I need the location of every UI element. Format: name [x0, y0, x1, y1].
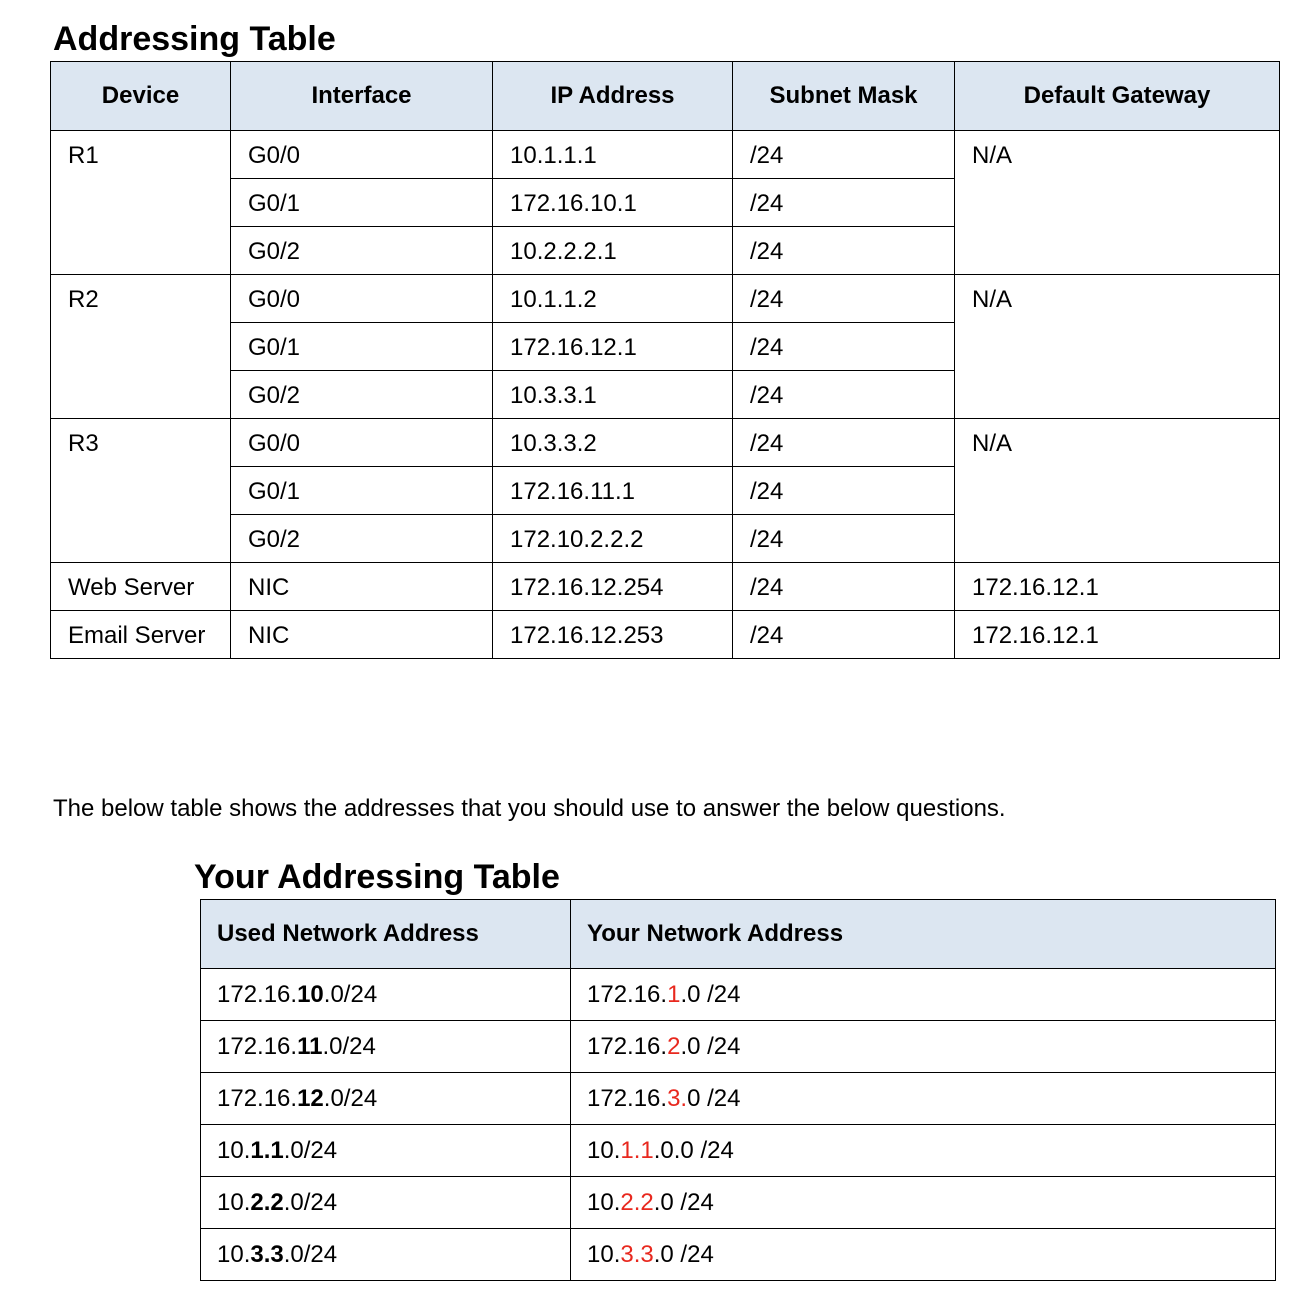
- device-cell: Web Server: [51, 563, 231, 611]
- ip-address-cell: 172.16.12.254: [493, 563, 733, 611]
- subnet-mask-cell: /24: [733, 563, 955, 611]
- bold-octet-segment: 12: [297, 1084, 324, 1112]
- bold-octet-segment: 1.1: [250, 1136, 284, 1164]
- address-segment: 10.: [587, 1188, 621, 1216]
- device-cell: R2: [51, 275, 231, 419]
- address-segment: 172.16.: [217, 980, 298, 1008]
- red-octet-segment: 2: [667, 1032, 681, 1060]
- address-segment: 0 /24: [687, 1084, 741, 1112]
- table-row: [201, 969, 1276, 1021]
- ip-address-cell: 172.16.12.1: [493, 323, 733, 371]
- device-cell: R3: [51, 419, 231, 563]
- ip-address-cell: 172.16.11.1: [493, 467, 733, 515]
- your-table-header-row: [201, 900, 1276, 969]
- instruction-text: The below table shows the addresses that you should use to answer the below questions.: [53, 795, 1006, 822]
- used-network-address-cell: [201, 1177, 571, 1229]
- red-octet-segment: 1: [667, 980, 681, 1008]
- red-octet-segment: 3.: [667, 1084, 688, 1112]
- subnet-mask-cell: /24: [733, 467, 955, 515]
- address-segment: 10.: [587, 1240, 621, 1268]
- subnet-mask-cell: /24: [733, 179, 955, 227]
- column-header-your-network-address: Your Network Address: [571, 900, 1276, 969]
- interface-cell: NIC: [231, 611, 493, 659]
- device-cell: R1: [51, 131, 231, 275]
- your-network-address-cell: [571, 1125, 1276, 1177]
- address-segment: 172.16.: [587, 980, 668, 1008]
- bold-octet-segment: 2.2: [250, 1188, 284, 1216]
- interface-cell: G0/0: [231, 419, 493, 467]
- column-header-default-gateway: Default Gateway: [955, 62, 1280, 131]
- used-network-address-cell: [201, 1229, 571, 1281]
- your-network-address-cell: [571, 1177, 1276, 1229]
- table-row: [51, 563, 1280, 611]
- table-row: [51, 611, 1280, 659]
- column-header-ip-address: IP Address: [493, 62, 733, 131]
- address-segment: .0/24: [283, 1188, 338, 1216]
- address-segment: .0/24: [283, 1136, 338, 1164]
- red-octet-segment: 2.2: [620, 1188, 654, 1216]
- ip-address-cell: 172.16.12.253: [493, 611, 733, 659]
- table-row: [201, 1021, 1276, 1073]
- subnet-mask-cell: /24: [733, 323, 955, 371]
- device-cell: Email Server: [51, 611, 231, 659]
- your-addressing-table-title: Your Addressing Table: [194, 858, 560, 896]
- ip-address-cell: 10.3.3.2: [493, 419, 733, 467]
- ip-address-cell: 10.1.1.1: [493, 131, 733, 179]
- address-segment: .0/24: [322, 1032, 376, 1060]
- column-header-interface: Interface: [231, 62, 493, 131]
- your-network-address-cell: [571, 969, 1276, 1021]
- used-network-address-cell: [201, 1125, 571, 1177]
- address-segment: 10.: [217, 1240, 251, 1268]
- subnet-mask-cell: /24: [733, 611, 955, 659]
- addressing-table-title: Addressing Table: [53, 20, 336, 58]
- interface-cell: G0/2: [231, 371, 493, 419]
- interface-cell: G0/1: [231, 179, 493, 227]
- address-segment: 10.: [217, 1136, 251, 1164]
- default-gateway-cell: 172.16.12.1: [955, 611, 1280, 659]
- column-header-used-network-address: Used Network Address: [201, 900, 571, 969]
- interface-cell: G0/1: [231, 467, 493, 515]
- interface-cell: G0/2: [231, 227, 493, 275]
- used-network-address-cell: [201, 969, 571, 1021]
- your-network-address-cell: [571, 1021, 1276, 1073]
- ip-address-cell: 10.3.3.1: [493, 371, 733, 419]
- interface-cell: NIC: [231, 563, 493, 611]
- default-gateway-cell: N/A: [955, 275, 1280, 419]
- table-row: [201, 1229, 1276, 1281]
- your-network-address-cell: [571, 1229, 1276, 1281]
- column-header-subnet-mask: Subnet Mask: [733, 62, 955, 131]
- subnet-mask-cell: /24: [733, 131, 955, 179]
- addressing-table-header-row: [51, 62, 1280, 131]
- default-gateway-cell: N/A: [955, 419, 1280, 563]
- red-octet-segment: 1.1: [620, 1136, 654, 1164]
- bold-octet-segment: 3.3: [250, 1240, 284, 1268]
- ip-address-cell: 172.16.10.1: [493, 179, 733, 227]
- used-network-address-cell: [201, 1021, 571, 1073]
- table-row: [51, 419, 1280, 467]
- address-segment: 172.16.: [217, 1084, 298, 1112]
- ip-address-cell: 10.2.2.2.1: [493, 227, 733, 275]
- your-network-address-cell: [571, 1073, 1276, 1125]
- addressing-table: [50, 61, 1280, 659]
- address-segment: .0.0 /24: [653, 1136, 734, 1164]
- address-segment: .0 /24: [653, 1188, 714, 1216]
- address-segment: 10.: [217, 1188, 251, 1216]
- subnet-mask-cell: /24: [733, 275, 955, 323]
- table-row: [51, 275, 1280, 323]
- table-row: [51, 131, 1280, 179]
- address-segment: 172.16.: [217, 1032, 298, 1060]
- subnet-mask-cell: /24: [733, 371, 955, 419]
- address-segment: 10.: [587, 1136, 621, 1164]
- subnet-mask-cell: /24: [733, 419, 955, 467]
- address-segment: .0 /24: [653, 1240, 714, 1268]
- your-addressing-table: [200, 899, 1276, 1281]
- default-gateway-cell: N/A: [955, 131, 1280, 275]
- address-segment: .0/24: [283, 1240, 338, 1268]
- red-octet-segment: 3.3: [620, 1240, 654, 1268]
- interface-cell: G0/0: [231, 131, 493, 179]
- ip-address-cell: 172.10.2.2.2: [493, 515, 733, 563]
- default-gateway-cell: 172.16.12.1: [955, 563, 1280, 611]
- bold-octet-segment: 10: [297, 980, 324, 1008]
- interface-cell: G0/0: [231, 275, 493, 323]
- address-segment: 172.16.: [587, 1032, 668, 1060]
- used-network-address-cell: [201, 1073, 571, 1125]
- address-segment: .0/24: [323, 980, 378, 1008]
- address-segment: 172.16.: [587, 1084, 668, 1112]
- address-segment: .0 /24: [680, 980, 741, 1008]
- address-segment: .0 /24: [680, 1032, 741, 1060]
- ip-address-cell: 10.1.1.2: [493, 275, 733, 323]
- table-row: [201, 1073, 1276, 1125]
- address-segment: .0/24: [323, 1084, 378, 1112]
- interface-cell: G0/2: [231, 515, 493, 563]
- table-row: [201, 1177, 1276, 1229]
- bold-octet-segment: 11: [297, 1032, 323, 1060]
- subnet-mask-cell: /24: [733, 515, 955, 563]
- table-row: [201, 1125, 1276, 1177]
- column-header-device: Device: [51, 62, 231, 131]
- subnet-mask-cell: /24: [733, 227, 955, 275]
- interface-cell: G0/1: [231, 323, 493, 371]
